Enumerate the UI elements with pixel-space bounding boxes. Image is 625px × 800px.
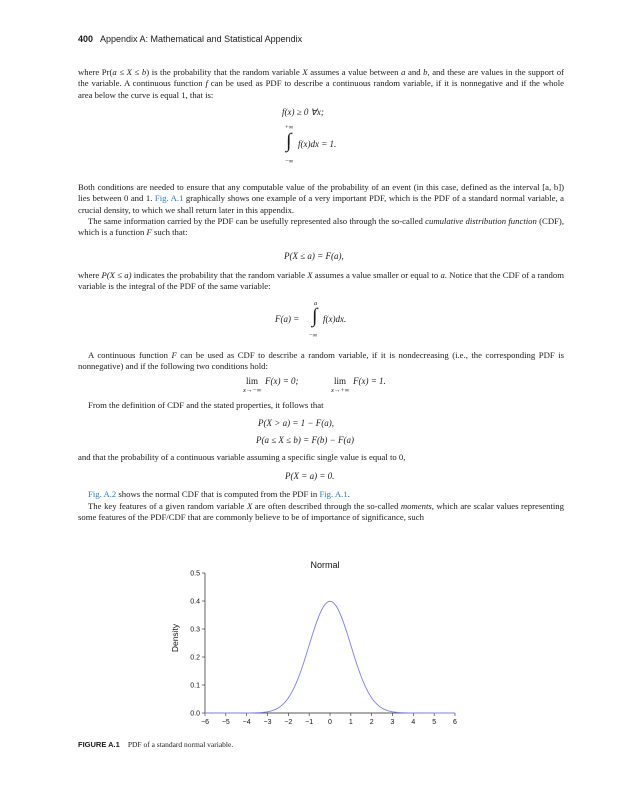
x-tick-label: −3 [263, 719, 272, 726]
x-tick-label: −6 [201, 719, 209, 726]
caption-text: PDF of a standard normal variable. [127, 740, 234, 749]
page-number: 400 [78, 34, 94, 44]
pdf-curve [205, 601, 455, 713]
limit-1-operator: lim [246, 376, 259, 386]
limit-1-body: F(x) = 0; [265, 376, 299, 386]
x-tick-label: −4 [242, 719, 251, 726]
x-tick-label: 4 [411, 719, 416, 726]
paragraph-4: where P(X ≤ a) indicates the probability that the random variable X assumes a value smaller or equal to a. Notice that the CDF of a random variable is the integral of the PDF of the same variable: [78, 270, 564, 292]
y-axis-label: Density [170, 623, 180, 653]
equation-point-probability: P(X = a) = 0. [285, 471, 335, 481]
paragraph-1: where Pr(a ≤ X ≤ b) is the probability that the random variable X assumes a value between a and b, and these are values in the support of the variable. A continuous function f can be used as PDF to describe a continuous random variable, if it is nonnegative and if the whole area below the curve is equal 1, that is: [78, 67, 565, 100]
running-title: Appendix A: Mathematical and Statistical Appendix [100, 34, 303, 44]
chart-title: Normal [310, 560, 340, 570]
x-ticks [201, 713, 457, 726]
x-tick-label: 2 [369, 719, 374, 726]
cdf-integral-upper-limit: a [314, 300, 318, 307]
x-tick-label: −5 [221, 719, 230, 726]
paragraph-8: Fig. A.2 shows the normal CDF that is computed from the PDF in Fig. A.1. [88, 489, 350, 499]
integral-lower-limit: −∞ [285, 158, 294, 165]
x-tick-label: −1 [305, 719, 314, 726]
y-tick-label: 0.2 [190, 654, 200, 662]
chart-axes [205, 573, 455, 713]
cdf-integral-lower-limit: −∞ [309, 332, 318, 339]
y-tick-label: 0.0 [190, 710, 200, 718]
cdf-integral-body: f(x)dx. [323, 314, 347, 324]
x-tick-label: 3 [390, 719, 395, 726]
x-tick-label: 1 [348, 719, 353, 726]
equation-interval: P(a ≤ X ≤ b) = F(b) − F(a) [256, 435, 354, 445]
integral-body: f(x)dx = 1. [298, 139, 337, 149]
paragraph-7: and that the probability of a continuous variable assuming a specific single value is equal to 0, [78, 452, 406, 462]
cdf-integral-lhs: F(a) = [275, 314, 300, 324]
y-ticks [190, 571, 205, 718]
paragraph-3: The same information carried by the PDF can be usefully represented also through the so-called cumulative distribution function (CDF), which is a function F such that: [78, 216, 564, 238]
limit-1-subscript: x→−∞ [243, 387, 262, 394]
equation-nonnegative: f(x) ≥ 0 ∀x; [282, 107, 324, 117]
limit-2-body: F(x) = 1. [353, 376, 386, 386]
limit-2-subscript: x→+∞ [331, 387, 350, 394]
paragraph-5: A continuous function F can be used as CDF to describe a random variable, if it is nondecreasing (i.e., the corresponding PDF is nonnegative) and if the following two conditions hold: [78, 350, 564, 372]
paragraph-2: Both conditions are needed to ensure that any computable value of the probability of an event (in this case, defined as the interval [a, b]) lies between 0 and 1. Fig. A.1 graphically shows one example of a very important PDF, which is the PDF of a standard normal variable, a crucial density, to which we shall return later in this appendix. [78, 182, 564, 215]
cdf-integral-sign: ∫ [312, 305, 318, 327]
y-tick-label: 0.3 [190, 626, 200, 634]
limit-2-operator: lim [334, 376, 347, 386]
figure-caption [78, 740, 233, 749]
x-tick-label: 5 [432, 719, 437, 726]
figure-link-a1-second[interactable]: Fig. A.1 [319, 489, 348, 499]
caption-label: FIGURE A.1 [78, 740, 120, 749]
equation-complement: P(X > a) = 1 − F(a), [258, 418, 334, 428]
figure-link-a1[interactable]: Fig. A.1 [154, 193, 184, 204]
paragraph-9: The key features of a given random variable X are often described through the so-called moments, which are scalar values representing some features of the PDF/CDF that are commonly believe to be of importance of significance, such [78, 501, 564, 523]
y-tick-label: 0.4 [190, 598, 200, 606]
paragraph-6: From the definition of CDF and the stated properties, it follows that [88, 400, 324, 410]
y-tick-label: 0.1 [190, 682, 200, 690]
x-tick-label: −2 [284, 719, 293, 726]
figure-link-a2[interactable]: Fig. A.2 [88, 489, 117, 499]
integral-upper-limit: +∞ [285, 124, 294, 131]
x-tick-label: 0 [328, 719, 332, 726]
x-tick-label: 6 [453, 719, 457, 726]
integral-sign: ∫ [286, 130, 292, 152]
equation-cdf-definition: P(X ≤ a) = F(a), [284, 251, 344, 261]
y-tick-label: 0.5 [190, 570, 200, 578]
